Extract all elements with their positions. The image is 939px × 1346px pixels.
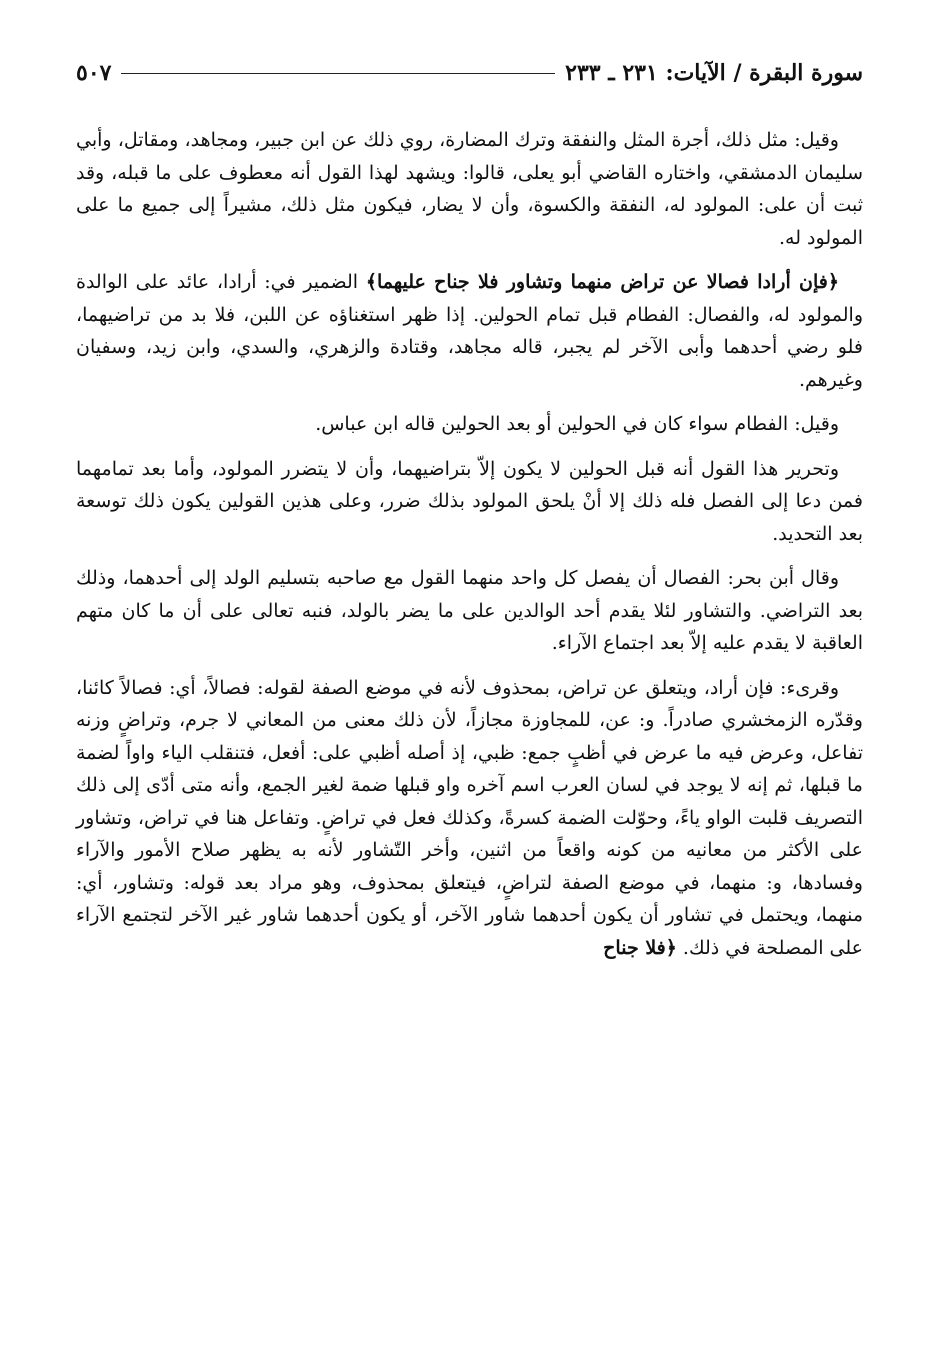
paragraph-text: وقيل: الفطام سواء كان في الحولين أو بعد الحولين قاله ابن عباس.: [315, 413, 839, 435]
paragraph-text: وقرىء: فإن أراد، ويتعلق عن تراض، بمحذوف لأنه في موضع الصفة لقوله: فصالاً، أي: فصالاً كائنا، وقدّره الزمخشري صادراً. و: عن، للمجاوزة مجازاً، لأن ذلك معنى من المعاني لا جرم، وتراضٍ وزنه تفاعل، وعرض فيه ما عرض في أظبٍ جمع: ظبي، إذ أصله أظبي على: أفعل، فتنقلب الياء واواً لضمة ما قبلها، ثم إنه لا يوجد في لسان العرب اسم آخره واو قبلها ضمة لغير الجمع، وأنه متى أدّى إلى ذلك التصريف قلبت الواو ياءً، وحوّلت الضمة كسرةً، وكذلك فعل في تراضٍ. وتفاعل هنا في تراض، وتشاور على الأكثر من معانيه من كونه واقعاً من اثنين، وأخر التّشاور لأنه به يظهر صلاح الأمور والآراء وفسادها، و: منهما، في موضع الصفة لتراضٍ، فيتعلق بمحذوف، وهو مراد بعد قوله: وتشاور، أي: منهما، ويحتمل في تشاور أن يكون أحدهما شاور الآخر، أو يكون أحدهما شاور غير الآخر لتجتمع الآراء على المصلحة في ذلك.: [76, 676, 863, 959]
quran-verse-trailing: ﴿فلا جناح: [603, 936, 677, 959]
paragraph-text: وقيل: مثل ذلك، أجرة المثل والنفقة وترك المضارة، روي ذلك عن ابن جبير، ومجاهد، ومقاتل، وأبي سليمان الدمشقي، واختاره القاضي أبو يعلى، قالوا: ويشهد لهذا القول أنه معطوف على ما قبله، وقد ثبت أن على: المولود له، النفقة والكسوة، وأن لا يضار، فيكون مثل ذلك، مشيراً إلى جميع ما على المولود له.: [76, 129, 863, 249]
paragraph-6: [76, 672, 863, 965]
paragraph-4: [76, 453, 863, 551]
paragraph-text: وتحرير هذا القول أنه قبل الحولين لا يكون إلاّ بتراضيهما، وأن لا يتضرر المولود، وأما بعد تمامهما فمن دعا إلى الفصل فله ذلك إلا أنْ يلحق المولود بذلك ضرر، وعلى هذين القولين يكون ذلك توسعة بعد التحديد.: [76, 457, 863, 545]
paragraph-5: [76, 562, 863, 660]
page-number: ٥٠٧: [76, 60, 112, 86]
running-header: [76, 60, 863, 104]
paragraph-text: وقال أبن بحر: الفصال أن يفصل كل واحد منهما القول مع صاحبه بتسليم الولد إلى أحدهما، وذلك بعد التراضي. والتشاور لئلا يقدم أحد الوالدين على ما يضر بالولد، فنبه تعالى على أن ما كان متهم العاقبة لا يقدم عليه إلاّ بعد اجتماع الآراء.: [76, 567, 863, 654]
header-title: سورة البقرة / الآيات: ٢٣١ ـ ٢٣٣: [565, 60, 863, 86]
paragraph-text: الضمير في: أرادا، عائد على الوالدة والمولود له، والفصال: الفطام قبل تمام الحولين. إذا ظهر استغناؤه عن اللبن، فلا بد من تراضيهما، فلو رضي أحدهما وأبى الآخر لم يجبر، قاله مجاهد، وقتادة والزهري، والسدي، وابن زيد، وسفيان وغيرهم.: [76, 271, 863, 391]
body-text: [76, 124, 863, 964]
paragraph-1: [76, 124, 863, 254]
paragraph-2: [76, 266, 863, 396]
header-rule: [121, 73, 555, 74]
paragraph-3: [76, 408, 863, 441]
quran-verse: ﴿فإن أرادا فصالا عن تراض منهما وتشاور فلا جناح عليهما﴾: [365, 271, 839, 293]
